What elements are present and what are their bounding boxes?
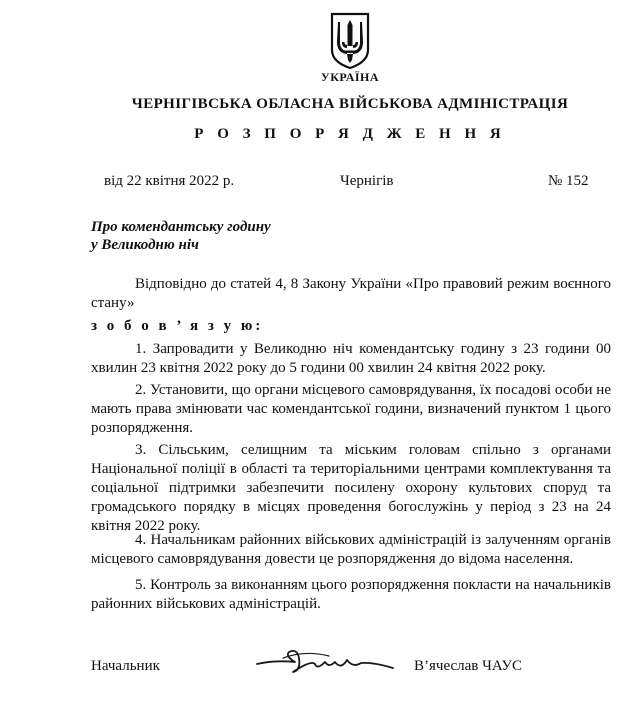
order-item-1: 1. Запровадити у Великодню ніч комендантську годину з 23 години 00 хвилин 23 квітня 2022 року до 5 години 00 хвилин 24 квітня 2022 року. [91, 341, 611, 376]
signatory-title: Начальник [91, 658, 160, 674]
document-date: від 22 квітня 2022 р. [104, 173, 235, 189]
handwritten-signature [255, 646, 395, 678]
order-item-4: 4. Начальникам районних військових адміністрацій із залученням органів місцевого самоврядування довести це розпорядження до відома населення. [91, 532, 611, 567]
document-type-title: Р О З П О Р Я Д Ж Е Н Н Я [194, 126, 506, 142]
order-item-5: 5. Контроль за виконанням цього розпорядження покласти на начальників районних військових адміністрацій. [91, 577, 611, 612]
tryzub-coat-of-arms-icon [329, 12, 371, 70]
document-subject [91, 218, 271, 254]
signatory-name: В’ячеслав ЧАУС [414, 658, 522, 674]
issuing-authority: ЧЕРНІГІВСЬКА ОБЛАСНА ВІЙСЬКОВА АДМІНІСТРАЦІЯ [131, 96, 569, 112]
subject-line: у Великодню ніч [91, 237, 199, 253]
country-name: УКРАЇНА [320, 70, 380, 84]
preamble-paragraph: Відповідно до статей 4, 8 Закону України «Про правовий режим воєнного стану» [91, 276, 611, 311]
subject-line: Про комендантську годину [91, 219, 271, 235]
document-number: № 152 [548, 173, 589, 189]
document-city: Чернігів [340, 173, 394, 189]
order-item-3: 3. Сільським, селищним та міським головам спільно з органами Національної поліції в області та територіальними центрами комплектування та соціальної підтримки забезпечити посилену охорону культових споруд та громадського порядку в місцях проведення богослужінь у період з 23 на 24 квітня 2022 року. [91, 442, 611, 534]
order-item-2: 2. Установити, що органи місцевого самоврядування, їх посадові особи не мають права змінювати час комендантської години, визначений пунктом 1 цього розпорядження. [91, 382, 611, 436]
oblige-heading: з о б о в ’ я з у ю: [91, 318, 264, 334]
